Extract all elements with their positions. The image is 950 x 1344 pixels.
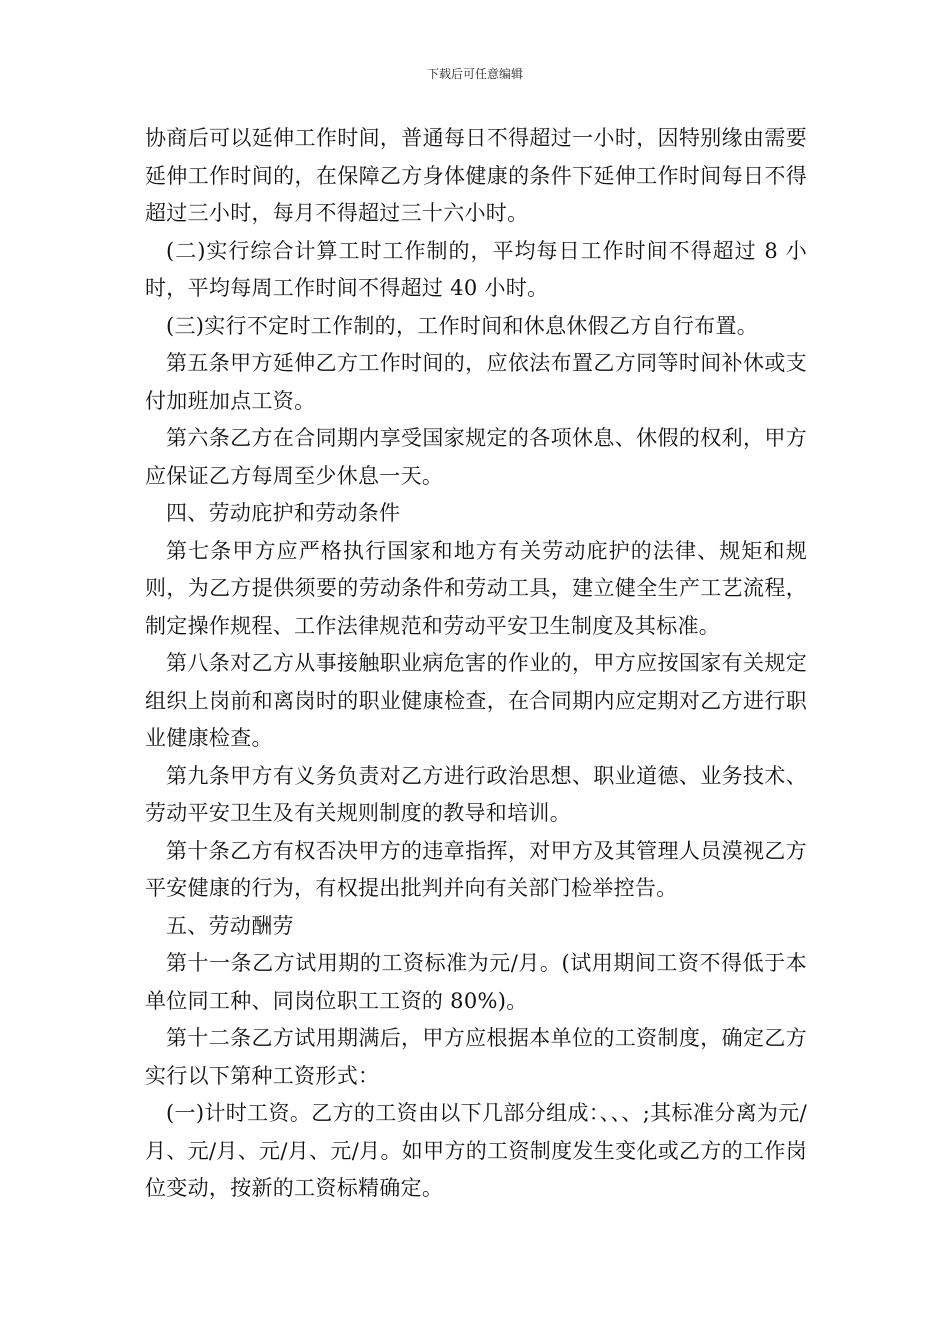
paragraph-overtime-continued: 协商后可以延伸工作时间，普通每日不得超过一小时，因特别缘由需要延伸工作时间的，在保障乙方身体健康的条件下延伸工作时间每日不得超过三小时，每月不得超过三十六小时。 <box>145 126 807 225</box>
paragraph-flexible-hours: (三)实行不定时工作制的，工作时间和休息休假乙方自行布置。 <box>166 313 759 338</box>
page-header: 下载后可任意编辑 <box>426 67 523 81</box>
paragraph-article-8: 第八条对乙方从事接触职业病危害的作业的，甲方应按国家有关规定组织上岗前和离岗时的职业健康检查，在合同期内应定期对乙方进行职业健康检查。 <box>145 651 807 750</box>
document-body <box>145 120 807 1208</box>
paragraph-article-7: 第七条甲方应严格执行国家和地方有关劳动庇护的法律、规矩和规则，为乙方提供须要的劳动条件和劳动工具，建立健全生产工艺流程，制定操作规程、工作法律规范和劳动平安卫生制度及其标准。 <box>145 538 807 638</box>
paragraph-article-10: 第十条乙方有权否决甲方的违章指挥，对甲方及其管理人员漠视乙方平安健康的行为，有权提出批判并向有关部门检举控告。 <box>145 838 807 900</box>
paragraph-article-11: 第十一条乙方试用期的工资标准为元/月。(试用期间工资不得低于本单位同工种、同岗位职工工资的 80%)。 <box>145 951 807 1013</box>
section-heading-4: 四、劳动庇护和劳动条件 <box>166 501 401 525</box>
paragraph-article-5: 第五条甲方延伸乙方工作时间的，应依法布置乙方同等时间补休或支付加班加点工资。 <box>145 351 807 413</box>
paragraph-time-wage: (一)计时工资。乙方的工资由以下几部分组成：、、、;其标准分离为元/月、元/月、元/月、元/月。如甲方的工资制度发生变化或乙方的工作岗位变动，按新的工资标精确定。 <box>145 1101 807 1200</box>
paragraph-article-9: 第九条甲方有义务负责对乙方进行政治思想、职业道德、业务技术、劳动平安卫生及有关规则制度的教导和培训。 <box>145 763 807 825</box>
paragraph-comprehensive-hours: (二)实行综合计算工时工作制的，平均每日工作时间不得超过 8 小时，平均每周工作时间不得超过 40 小时。 <box>145 238 807 300</box>
paragraph-article-6: 第六条乙方在合同期内享受国家规定的各项休息、休假的权利，甲方应保证乙方每周至少休息一天。 <box>145 426 807 488</box>
paragraph-article-12: 第十二条乙方试用期满后，甲方应根据本单位的工资制度，确定乙方实行以下第种工资形式： <box>145 1026 807 1088</box>
section-heading-5: 五、劳动酬劳 <box>166 913 294 938</box>
